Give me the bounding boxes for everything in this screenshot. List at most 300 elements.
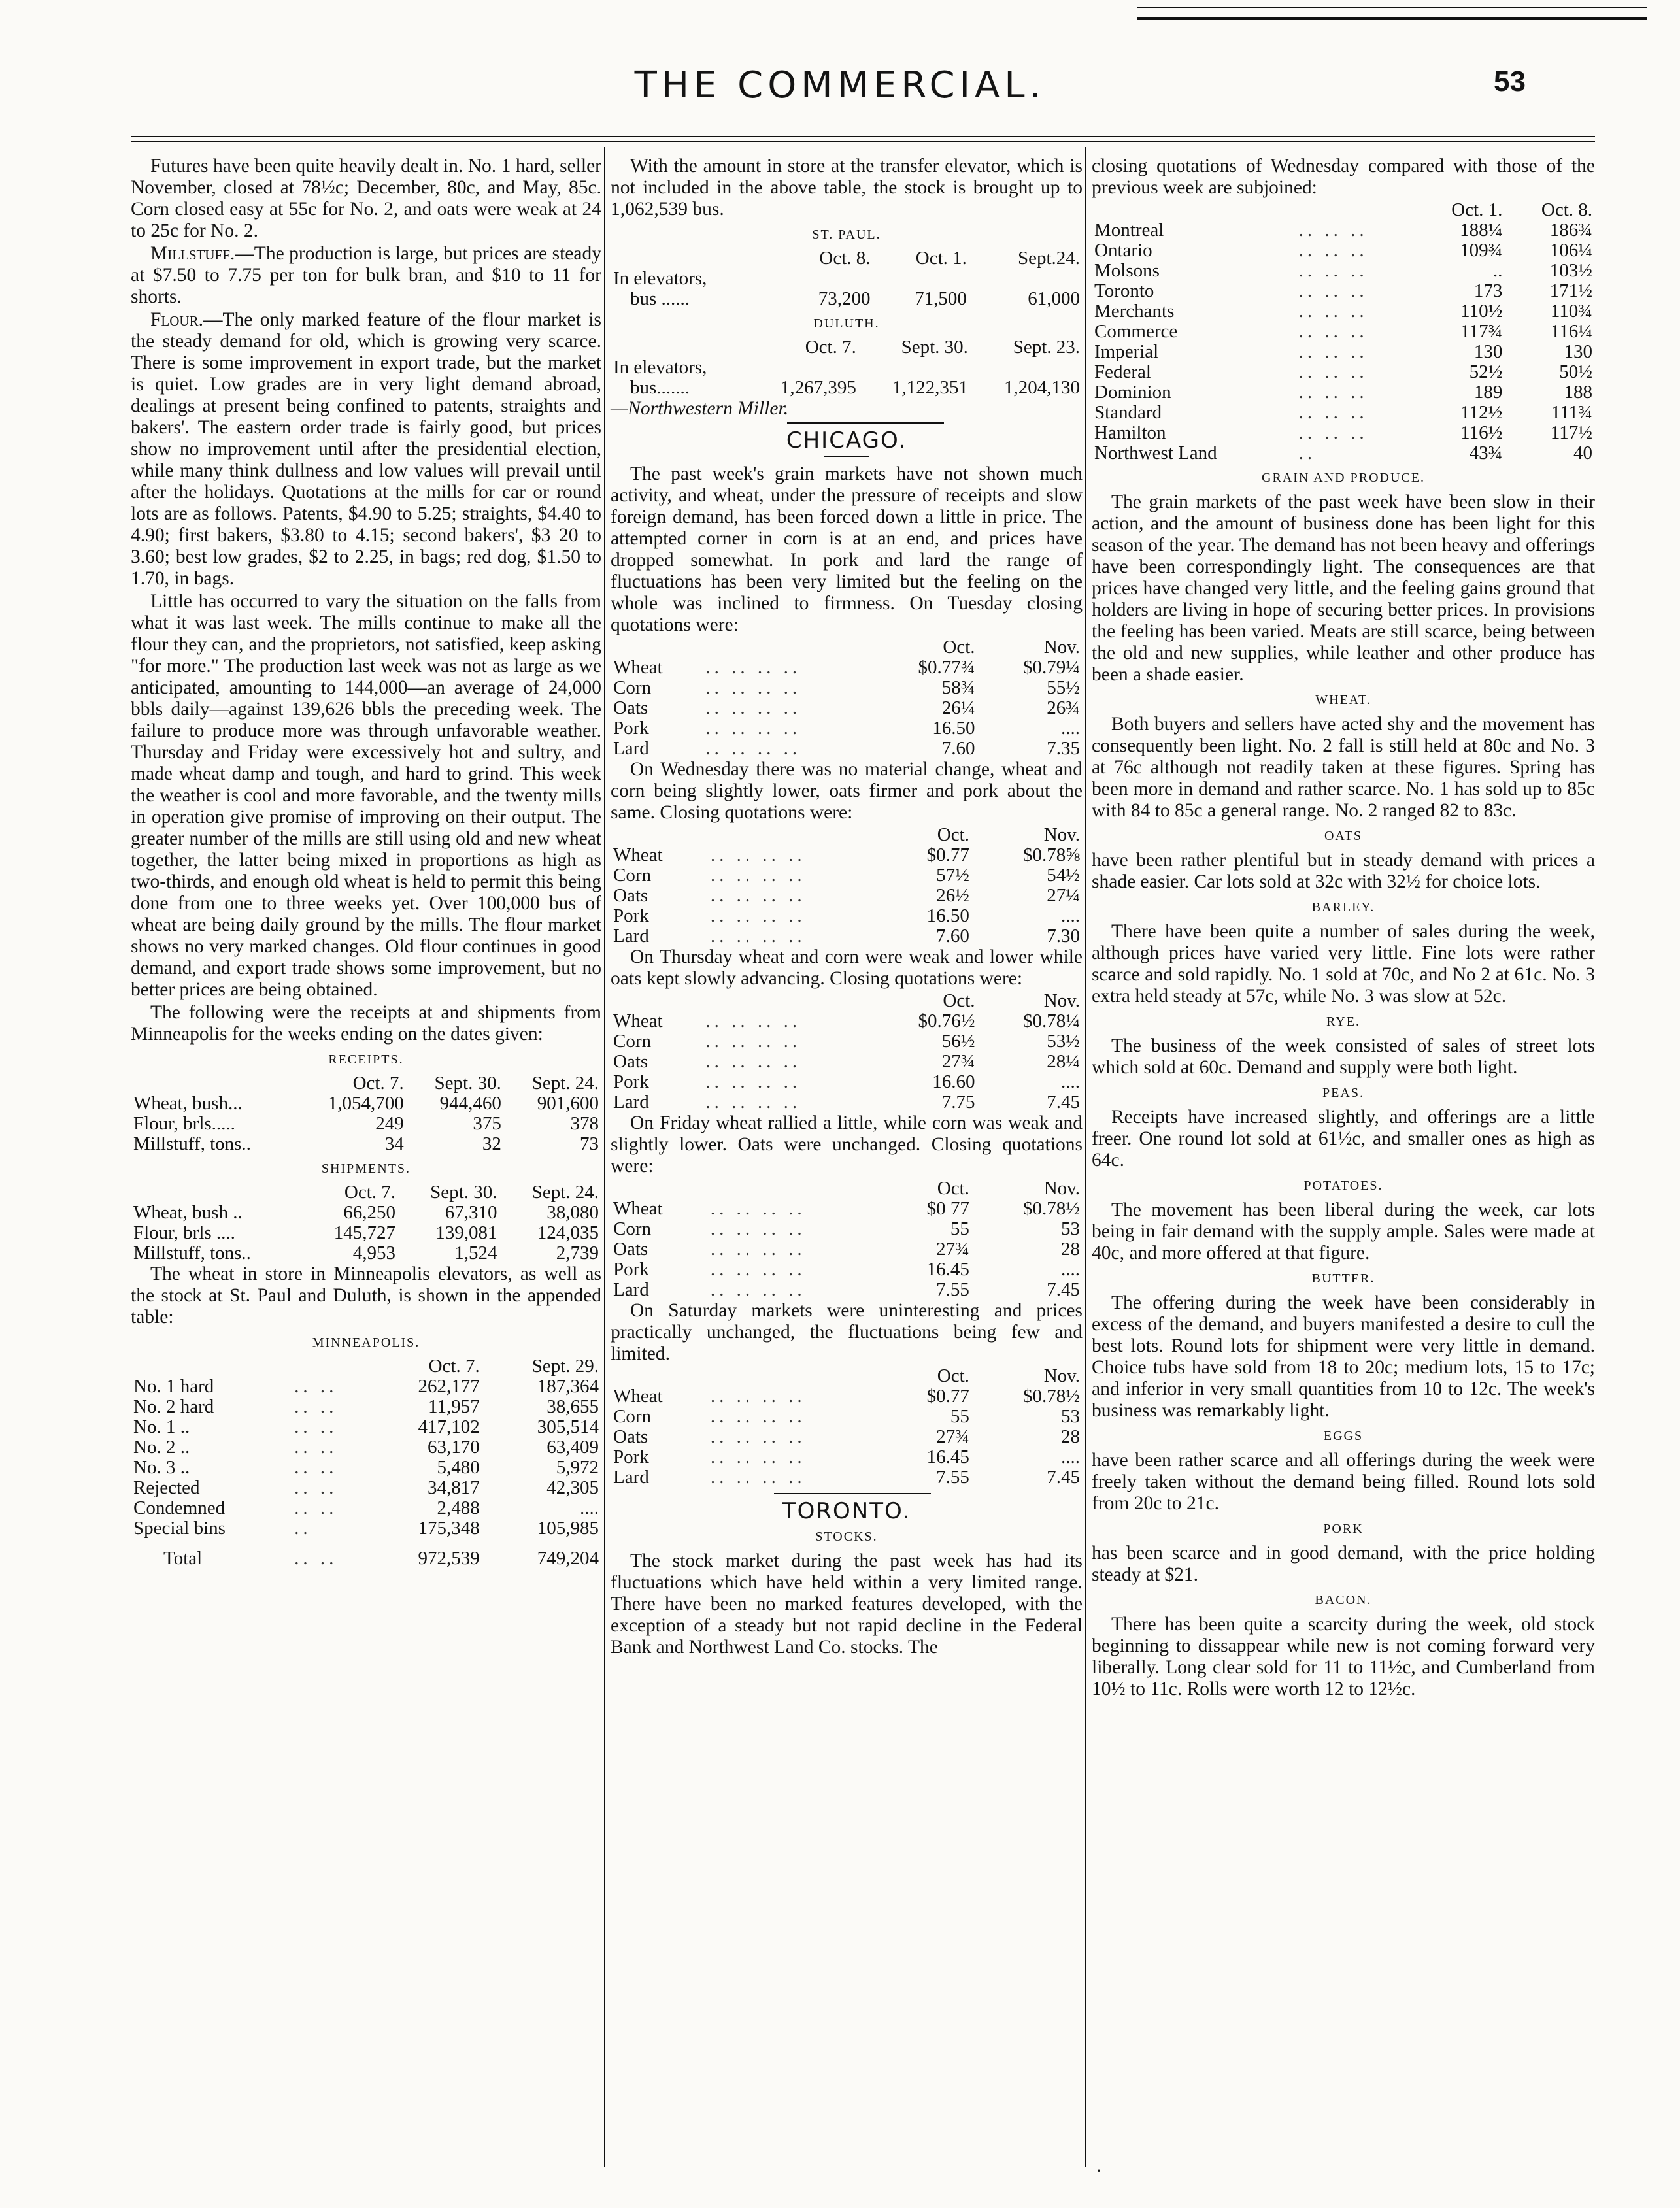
row-label: Oats [613, 1426, 648, 1447]
cell: 2,739 [556, 1243, 599, 1263]
thursday-paragraph: On Thursday wheat and corn were weak and lower while oats kept slowly advancing. Closing quotations were: [611, 946, 1083, 989]
duluth-header: Oct. 7. [805, 337, 856, 358]
bank-stocks-table [1092, 200, 1595, 463]
table-row [1092, 362, 1595, 382]
saturday-paragraph: On Saturday markets were uninteresting and prices practically unchanged, the fluctuations being few and limited. [611, 1300, 1083, 1364]
row-label: Molsons [1094, 260, 1160, 281]
cell: 42,305 [546, 1477, 599, 1498]
cell: 53 [1061, 1406, 1080, 1427]
grain-produce-heading: GRAIN AND PRODUCE. [1262, 471, 1425, 485]
flour-heading: Flour. [150, 309, 203, 330]
minneapolis-header: Sept. 29. [531, 1356, 599, 1377]
shipments-header-blank [131, 1182, 304, 1203]
cell: 66,250 [343, 1202, 395, 1223]
leader-dots: .. .. .. .. [710, 905, 806, 926]
butter-paragraph: The offering during the week have been considerably in excess of the demand, and buyers manifested a desire to cull the best lots. Round lots for shipment were very little in demand. Choice tubs have sold from 18 to 20c; medium lots, 15 to 17c; and inferior in very small quantities from 10 to 12c. The week's business was remarkably light. [1092, 1292, 1595, 1421]
duluth-header: Sept. 30. [901, 337, 968, 358]
cell: 417,102 [418, 1416, 480, 1437]
cell: 67,310 [445, 1202, 497, 1223]
transfer-elevator-paragraph: With the amount in store at the transfer elevator, which is not included in the above table, the stock is brought up to 1,062,539 bus. [611, 156, 1083, 220]
page-number: 53 [1494, 65, 1526, 97]
cell: 187,364 [537, 1376, 599, 1397]
row-label: Dominion [1094, 382, 1171, 403]
row-label: Wheat, bush... [133, 1093, 243, 1114]
peas-paragraph: Receipts have increased slightly, and offerings are a little freer. One round lot sold at 61½c, and smaller ones as high as 64c. [1092, 1107, 1595, 1171]
barley-heading: BARLEY. [1311, 900, 1375, 914]
cell: 26¾ [1047, 697, 1080, 718]
table-row [611, 886, 1083, 906]
stocks-paragraph: The stock market during the past week has had its fluctuations which have held within a very limited range. There have been no marked features developed, with the exception of a steady but not rapid decline in the Federal Bank and Northwest Land Co. stocks. The [611, 1550, 1083, 1658]
row-label: Special bins [131, 1518, 292, 1539]
print-speck: · [1096, 2160, 1102, 2182]
bank-header: Oct. 8. [1541, 199, 1592, 220]
bacon-heading: BACON. [1315, 1593, 1372, 1607]
stocks-heading: STOCKS. [815, 1530, 878, 1544]
leader-dots: .. .. .. [1298, 402, 1368, 423]
table-row [611, 378, 1083, 398]
cell: 7.55 [936, 1467, 969, 1488]
cell: 106¼ [1549, 240, 1592, 261]
closing-quotations-intro: closing quotations of Wednesday compared with those of the previous week are subjoined: [1092, 156, 1595, 198]
table-row [131, 1498, 601, 1518]
short-rule [824, 456, 869, 457]
potatoes-heading: POTATOES. [1303, 1179, 1383, 1193]
table-row [131, 1134, 601, 1154]
row-label: Wheat [613, 1011, 663, 1031]
bank-header: Oct. 1. [1451, 199, 1503, 220]
pork-heading: PORK [1323, 1522, 1364, 1536]
row-label: Flour, brls .... [133, 1222, 235, 1243]
masthead-rule-2 [131, 141, 1595, 142]
table-row [131, 1518, 601, 1539]
row-label: Flour, brls..... [133, 1113, 235, 1134]
leader-dots: .. .. .. .. [710, 1406, 806, 1427]
st-paul-title: ST. PAUL. [812, 227, 881, 242]
table-row [1092, 382, 1595, 403]
column-divider-1 [604, 147, 605, 2167]
potatoes-paragraph: The movement has been liberal during the week, car lots being in fair demand with the supply ample. Sales were made at 40c, and more offered at that figure. [1092, 1199, 1595, 1263]
receipts-header: Sept. 24. [531, 1073, 599, 1094]
leader-dots: .. .. [294, 1548, 338, 1569]
cell: $0.77 [926, 1386, 969, 1407]
barley-paragraph: There have been quite a number of sales during the week, although prices have varied very little. Fine lots were rather scarce and sold rapidly. No. 1 sold at 70c, and No 2 at 61c. No. 3 extra held steady at 57c, while No. 3 was slow at 52c. [1092, 921, 1595, 1007]
st-paul-header-blank [611, 248, 777, 269]
quote-header: Nov. [1043, 1178, 1080, 1199]
row-label: Wheat [613, 1198, 663, 1219]
cell: 110¾ [1550, 301, 1592, 322]
cell: 139,081 [435, 1222, 497, 1243]
cell: 124,035 [537, 1222, 599, 1243]
leader-dots: .. .. .. [1298, 422, 1368, 443]
leader-dots: .. .. .. .. [705, 738, 801, 759]
cell: 34 [384, 1133, 404, 1154]
toronto-heading: TORONTO. [782, 1498, 911, 1524]
leader-dots: .. .. .. .. [710, 1239, 806, 1260]
row-label: Standard [1094, 402, 1162, 423]
minneapolis-header-blank [131, 1356, 292, 1377]
table-row [611, 1219, 1083, 1239]
cell: 249 [375, 1113, 404, 1134]
cell: 57½ [936, 865, 969, 886]
receipts-header: Sept. 30. [434, 1073, 501, 1094]
row-label: Federal [1094, 361, 1151, 382]
cell: 26¼ [941, 697, 975, 718]
leader-dots: .. .. [294, 1497, 338, 1518]
table-row [611, 1052, 1083, 1072]
row-label: Lard [613, 1467, 649, 1488]
table-row [611, 1011, 1083, 1031]
duluth-title: DULUTH. [813, 316, 880, 331]
row-label: Oats [613, 1239, 648, 1260]
table-row [611, 1467, 1083, 1488]
cell: 112½ [1460, 402, 1503, 423]
row-label: Corn [613, 1031, 651, 1052]
st-paul-header: Sept.24. [1017, 248, 1080, 269]
row-label: Commerce [1094, 321, 1178, 342]
cell: 34,817 [427, 1477, 480, 1498]
table-row [131, 1094, 601, 1114]
row-label: No. 2 hard [133, 1396, 214, 1417]
cell: 63,170 [427, 1437, 480, 1458]
cell: 4,953 [352, 1243, 395, 1263]
cell: 43¾ [1469, 443, 1503, 463]
cell: .... [1061, 905, 1080, 926]
table-row [611, 906, 1083, 926]
cell: 1,204,130 [1004, 377, 1080, 398]
receipts-header: Oct. 7. [352, 1073, 404, 1094]
cell: $0.78½ [1023, 1198, 1080, 1219]
shipments-header: Oct. 7. [344, 1182, 395, 1203]
cell: 188 [1564, 382, 1592, 403]
cell: 7.45 [1047, 1467, 1080, 1488]
leader-dots: .. .. .. [1298, 260, 1368, 281]
wheat-paragraph: Both buyers and sellers have acted shy and the movement has consequently been light. No. 2 fall is still held at 80c and No. 3 at 76c although not readily taken at these figures. Spring has been more in demand and rather scarce. No. 1 has sold up to 85c with 84 to 85c a general range. No. 2 ranged 82 to 83c. [1092, 714, 1595, 821]
row-label: Rejected [133, 1477, 200, 1498]
cell: 117¾ [1460, 321, 1503, 342]
cell: 61,000 [1028, 288, 1080, 309]
cell: 27¾ [941, 1051, 975, 1072]
cell: 56½ [941, 1031, 975, 1052]
cell: 7.60 [941, 738, 975, 759]
table-row [1092, 281, 1595, 301]
minneapolis-header-blank [292, 1356, 372, 1377]
cell: 1,054,700 [328, 1093, 404, 1114]
cell: 7.75 [941, 1092, 975, 1112]
receipts-title: RECEIPTS. [328, 1052, 404, 1067]
leader-dots: .. .. .. .. [705, 1092, 801, 1112]
row-label: Merchants [1094, 301, 1175, 322]
cell: $0.77 [926, 845, 969, 865]
cell: 7.45 [1047, 1092, 1080, 1112]
chicago-paragraph: The past week's grain markets have not shown much activity, and wheat, under the pressure of receipts and slow foreign demand, has been forced down a little in price. The attempted corner in corn is at an end, and prices have dropped somewhat. In pork and lard the range of fluctuations has been very limited but the feeling on the whole was inclined to firmness. On Tuesday closing quotations were: [611, 463, 1083, 635]
cell: 53½ [1047, 1031, 1080, 1052]
table-row [131, 1478, 601, 1498]
shipments-header: Sept. 24. [531, 1182, 599, 1203]
cell: 16.45 [926, 1447, 969, 1467]
quote-header: Nov. [1043, 990, 1080, 1011]
row-label: bus ...... [630, 288, 690, 309]
cell: 16.45 [926, 1259, 969, 1280]
row-label: Ontario [1094, 240, 1152, 261]
tuesday-quotes-table [611, 637, 1083, 759]
cell: 145,727 [333, 1222, 395, 1243]
cell: 7.55 [936, 1279, 969, 1300]
row-label: Oats [613, 697, 648, 718]
cell: $0.77¾ [918, 657, 975, 678]
cell: 5,480 [437, 1457, 480, 1478]
table-row [611, 739, 1083, 759]
cell: 1,267,395 [780, 377, 856, 398]
row-label: Lard [613, 738, 649, 759]
table-row [131, 1458, 601, 1478]
leader-dots: .. .. [294, 1376, 338, 1397]
table-row [1092, 443, 1595, 463]
shipments-header: Sept. 30. [430, 1182, 497, 1203]
cell: 901,600 [537, 1093, 599, 1114]
quote-header: Oct. [943, 637, 975, 658]
table-row [1092, 241, 1595, 261]
shipments-title: SHIPMENTS. [321, 1162, 411, 1176]
st-paul-table [611, 248, 1083, 309]
cell: 109¾ [1460, 240, 1503, 261]
table-row [611, 865, 1083, 886]
leader-dots: .. .. [294, 1477, 338, 1498]
cell: 7.30 [1047, 926, 1080, 946]
duluth-table [611, 337, 1083, 398]
leader-dots: .. .. .. .. [710, 1218, 806, 1239]
quote-header: Nov. [1043, 637, 1080, 658]
cell: 16.50 [926, 905, 969, 926]
table-row [611, 678, 1083, 698]
cell: 189 [1473, 382, 1503, 403]
row-label: Pork [613, 1259, 649, 1280]
row-label: Imperial [1094, 341, 1159, 362]
quote-header: Oct. [943, 990, 975, 1011]
table-row [131, 1223, 601, 1243]
cell: 71,500 [915, 288, 967, 309]
cell: .... [1061, 718, 1080, 739]
leader-dots: .. .. .. [1298, 321, 1368, 342]
table-row [1092, 342, 1595, 362]
cell: $0.78⅝ [1023, 845, 1080, 865]
table-row [611, 1199, 1083, 1219]
cell: 110½ [1460, 301, 1503, 322]
table-row [131, 1114, 601, 1134]
row-label: Condemned [133, 1497, 226, 1518]
cell: .... [580, 1497, 599, 1518]
leader-dots: .. .. .. .. [705, 1031, 801, 1052]
row-label: bus....... [630, 377, 690, 398]
cell: 16.60 [932, 1071, 975, 1092]
leader-dots: .. .. .. .. [705, 718, 801, 739]
chicago-heading: CHICAGO. [786, 427, 907, 454]
shipments-table [131, 1182, 601, 1263]
butter-heading: BUTTER. [1311, 1271, 1375, 1286]
cell: $0.76½ [918, 1011, 975, 1031]
leader-dots: .. .. [294, 1396, 338, 1417]
leader-dots: .. .. [294, 1416, 338, 1437]
leader-dots: .. .. .. .. [710, 885, 806, 906]
leader-dots: .. .. [294, 1457, 338, 1478]
falls-paragraph: Little has occurred to vary the situation on the falls from what it was last week. The mills continue to make all the flour they can, and the proprietors, not satisfied, keep asking "for more." The production last week was not as large as we anticipated, amounting to 144,000—an average of 24,000 bbls daily—against 139,626 bbls the preceding week. The failure to produce more was through unfavorable weather. Thursday and Friday were excessively hot and sultry, and made wheat damp and tough, and hard to grind. This week the weather is cool and more favorable, and the twenty mills in operation give promise of improving on their output. The greater number of the mills are still using old and new wheat together, the latter being mixed in proportions as high as two-thirds, and enough old wheat is held to permit this being done from one to three weeks yet. Over 100,000 bus of wheat are being daily ground by the mills. The flour market shows no very marked changes. Old flour continues in good demand, and export trade shows some improvement, but no better prices are being obtained. [131, 591, 601, 1000]
cell: 5,972 [556, 1457, 599, 1478]
futures-paragraph: Futures have been quite heavily dealt in. No. 1 hard, seller November, closed at 78½c; December, 80c, and May, 85c. Corn closed easy at 55c for No. 2, and oats were weak at 24 to 25c for No. 2. [131, 156, 601, 241]
minneapolis-header: Oct. 7. [428, 1356, 480, 1377]
oats-paragraph: have been rather plentiful but in steady demand with prices a shade easier. Car lots sold at 32c with 32½ for choice lots. [1092, 850, 1595, 892]
table-row [131, 1437, 601, 1458]
leader-dots: .. .. .. .. [705, 677, 801, 698]
cell: 7.45 [1047, 1279, 1080, 1300]
cell: 944,460 [439, 1093, 501, 1114]
leader-dots: .. .. [294, 1437, 338, 1458]
table-row [611, 1386, 1083, 1407]
cell: .... [1061, 1071, 1080, 1092]
cell: 52½ [1469, 361, 1503, 382]
cell: 54½ [1047, 865, 1080, 886]
table-row [611, 718, 1083, 739]
receipts-header-blank [131, 1073, 297, 1094]
total-row [131, 1539, 601, 1569]
row-label: Wheat [613, 845, 663, 865]
peas-heading: PEAS. [1322, 1086, 1364, 1100]
row-label: Pork [613, 1071, 649, 1092]
table-row [611, 1072, 1083, 1092]
table-row [131, 1397, 601, 1417]
table-row [611, 698, 1083, 718]
leader-dots: .. .. .. [1298, 220, 1368, 241]
rye-heading: RYE. [1326, 1014, 1360, 1029]
quote-header: Oct. [937, 1178, 969, 1199]
cell: 38,080 [546, 1202, 599, 1223]
cell: 1,524 [454, 1243, 497, 1263]
cell: 2,488 [437, 1497, 480, 1518]
row-label: Corn [613, 677, 651, 698]
cell: 262,177 [418, 1376, 480, 1397]
cell: 26½ [936, 885, 969, 906]
table-row [611, 1447, 1083, 1467]
cell: 55½ [1047, 677, 1080, 698]
eggs-paragraph: have been rather scarce and all offerings during the week were freely taken without the demand being filled. Round lots sold from 20c to 21c. [1092, 1450, 1595, 1514]
cell: 116¼ [1550, 321, 1592, 342]
cell: 11,957 [428, 1396, 480, 1417]
wheat-store-intro: The wheat in store in Minneapolis elevators, as well as the stock at St. Paul and Duluth, is shown in the appended table: [131, 1263, 601, 1328]
leader-dots: .. [1298, 443, 1317, 463]
oats-heading: OATS [1324, 829, 1362, 843]
minneapolis-title: MINNEAPOLIS. [312, 1335, 420, 1350]
row-label: No. 3 .. [133, 1457, 190, 1478]
cell: 28¼ [1047, 1051, 1080, 1072]
friday-paragraph: On Friday wheat rallied a little, while corn was weak and slightly lower. Oats were unchanged. Closing quotations were: [611, 1112, 1083, 1177]
cell: 63,409 [546, 1437, 599, 1458]
row-label: No. 2 .. [133, 1437, 190, 1458]
cell: 7.35 [1047, 738, 1080, 759]
masthead-title: THE COMMERCIAL. [634, 64, 1046, 107]
cell: 27¾ [936, 1239, 969, 1260]
table-row [1092, 220, 1595, 241]
column-1 [131, 156, 601, 1569]
cell: 105,985 [482, 1518, 601, 1539]
quote-header: Nov. [1043, 824, 1080, 845]
table-row [1092, 261, 1595, 281]
row-label: Montreal [1094, 220, 1164, 241]
leader-dots: .. .. .. .. [705, 1071, 801, 1092]
quote-header: Nov. [1043, 1365, 1080, 1386]
wheat-heading: WHEAT. [1315, 693, 1371, 707]
receipts-table [131, 1073, 601, 1154]
bacon-paragraph: There has been quite a scarcity during the week, old stock beginning to dissappear while new is not coming forward very liberally. Long clear sold for 11 to 11½c, and Cumberland from 10½ to 11c. Rolls were worth 12 to 12½c. [1092, 1614, 1595, 1699]
row-label: Lard [613, 926, 649, 946]
table-row [611, 845, 1083, 865]
column-3 [1092, 156, 1595, 1701]
masthead-rule [131, 136, 1595, 137]
cell: 130 [1564, 341, 1592, 362]
table-row [611, 289, 1083, 309]
cell: 175,348 [372, 1518, 482, 1539]
column-divider-2 [1085, 147, 1086, 2167]
leader-dots: .. .. .. .. [705, 697, 801, 718]
leader-dots: .. .. .. .. [710, 1467, 806, 1488]
table-row [1092, 403, 1595, 423]
cell: 378 [570, 1113, 599, 1134]
table-row [611, 926, 1083, 946]
leader-dots: .. .. .. [1298, 301, 1368, 322]
cell: 186¾ [1549, 220, 1592, 241]
leader-dots: .. .. .. .. [710, 1259, 806, 1280]
leader-dots: .. .. .. .. [710, 845, 806, 865]
duluth-header: Sept. 23. [1013, 337, 1080, 358]
row-label: Wheat [613, 1386, 663, 1407]
row-label: Corn [613, 1218, 651, 1239]
table-row [611, 1092, 1083, 1112]
st-paul-header: Oct. 1. [915, 248, 967, 269]
row-label: Millstuff, tons.. [133, 1243, 251, 1263]
leader-dots: .. .. .. .. [710, 1198, 806, 1219]
table-row [131, 1203, 601, 1223]
total-cell: 749,204 [537, 1548, 599, 1569]
cell: 130 [1473, 341, 1503, 362]
table-row [611, 1407, 1083, 1427]
cell: .... [1061, 1447, 1080, 1467]
row-label: Oats [613, 885, 648, 906]
friday-quotes-table [611, 1179, 1083, 1300]
table-row [611, 658, 1083, 678]
cell: 73 [580, 1133, 599, 1154]
leader-dots: .. .. .. .. [705, 657, 801, 678]
cell: 40 [1573, 443, 1592, 463]
cell: 55 [950, 1218, 969, 1239]
row-label: In elevators, [613, 268, 707, 289]
column-2 [611, 156, 1083, 1660]
cell: 1,122,351 [892, 377, 968, 398]
cell: 171½ [1549, 280, 1592, 301]
cell: 27¾ [936, 1426, 969, 1447]
row-label: Pork [613, 905, 649, 926]
row-label: Northwest Land [1094, 443, 1217, 463]
cell: .. [1492, 260, 1503, 281]
row-label: Corn [613, 1406, 651, 1427]
total-cell: 972,539 [418, 1548, 480, 1569]
flour-text: —The only marked feature of the flour market is the steady demand for old, which is growing very scarce. There is some improvement in export trade, but the market is quiet. Low grades are in very light demand abroad, dealings at present being confined to patents, straights and bakers'. The eastern order trade is fairly good, but prices show no improvement until after the presidential election, while many think dullness and low values will prevail until after the holidays. Quotations at the mills for car or round lots are as follows. Patents, $4.90 to 5.25; straights, $4.40 to 4.90; first bakers, $3.80 to 4.15; second bakers', $3 20 to 3.60; best low grades, $2 to 2.25, in bags; red dog, $1.50 to 1.70, in bags. [131, 309, 601, 589]
pork-paragraph: has been scarce and in good demand, with the price holding steady at $21. [1092, 1543, 1595, 1585]
table-row [611, 1239, 1083, 1260]
millstuff-paragraph [131, 243, 601, 308]
row-label: Wheat [613, 657, 663, 678]
row-label: Lard [613, 1092, 649, 1112]
row-label: Wheat, bush .. [133, 1202, 243, 1223]
cell: 103½ [1549, 260, 1592, 281]
leader-dots: .. .. .. .. [710, 926, 806, 946]
cell: 116½ [1460, 422, 1503, 443]
